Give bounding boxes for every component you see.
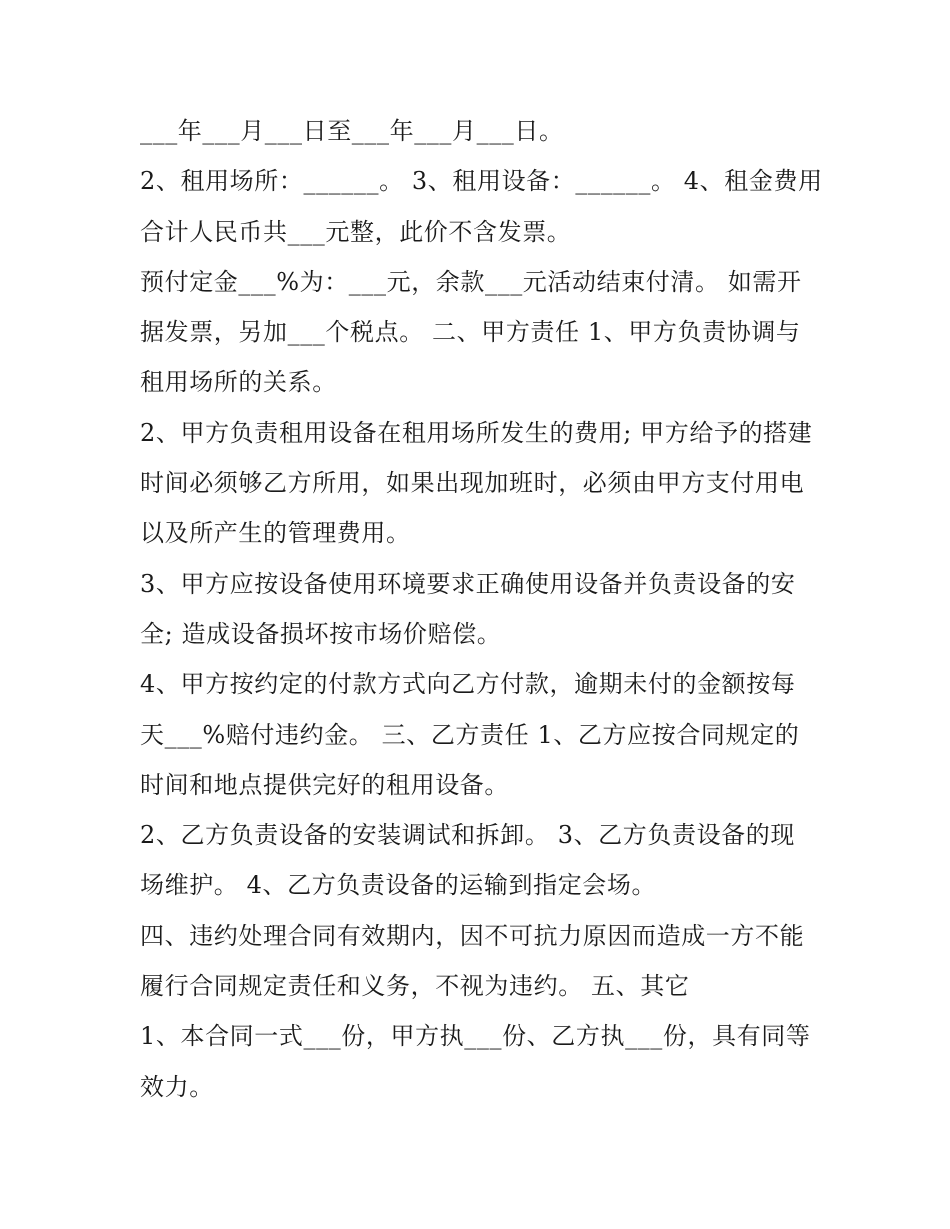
text-line: 效力。 (140, 1072, 214, 1101)
contract-text-body (140, 106, 823, 1112)
text-line: 场维护。 4、乙方负责设备的运输到指定会场。 (140, 871, 657, 900)
text-line: 四、违约处理合同有效期内，因不可抗力原因而造成一方不能 (140, 921, 805, 950)
text-line: 2、甲方负责租用设备在租用场所发生的费用; 甲方给予的搭建 (140, 418, 813, 447)
text-line: 合计人民币共___元整，此价不含发票。 (140, 217, 572, 246)
text-line: 时间必须够乙方所用，如果出现加班时，必须由甲方支付用电 (140, 469, 805, 498)
text-line: 全; 造成设备损坏按市场价赔偿。 (140, 619, 502, 648)
text-line: 预付定金___%为：___元，余款___元活动结束付清。 如需开 (140, 267, 802, 296)
text-line: 2、乙方负责设备的安装调试和拆卸。 3、乙方负责设备的现 (140, 821, 795, 850)
text-line: 3、甲方应按设备使用环境要求正确使用设备并负责设备的安 (140, 569, 796, 598)
text-line: 以及所产生的管理费用。 (140, 519, 411, 548)
text-line: 1、本合同一式___份，甲方执___份、乙方执___份，具有同等 (140, 1022, 811, 1051)
text-line: 4、甲方按约定的付款方式向乙方付款，逾期未付的金额按每 (140, 670, 796, 699)
text-line: 2、租用场所：______。 3、租用设备：______。 4、租金费用 (140, 167, 823, 196)
text-line: 据发票，另加___个税点。 二、甲方责任 1、甲方负责协调与 (140, 318, 801, 347)
text-line: 租用场所的关系。 (140, 368, 337, 397)
text-line: 履行合同规定责任和义务，不视为违约。 五、其它 (140, 972, 690, 1001)
text-line: 天___%赔付违约金。 三、乙方责任 1、乙方应按合同规定的 (140, 720, 800, 749)
text-line: ___年___月___日至___年___月___日。 (140, 117, 564, 145)
text-line: 时间和地点提供完好的租用设备。 (140, 770, 509, 799)
